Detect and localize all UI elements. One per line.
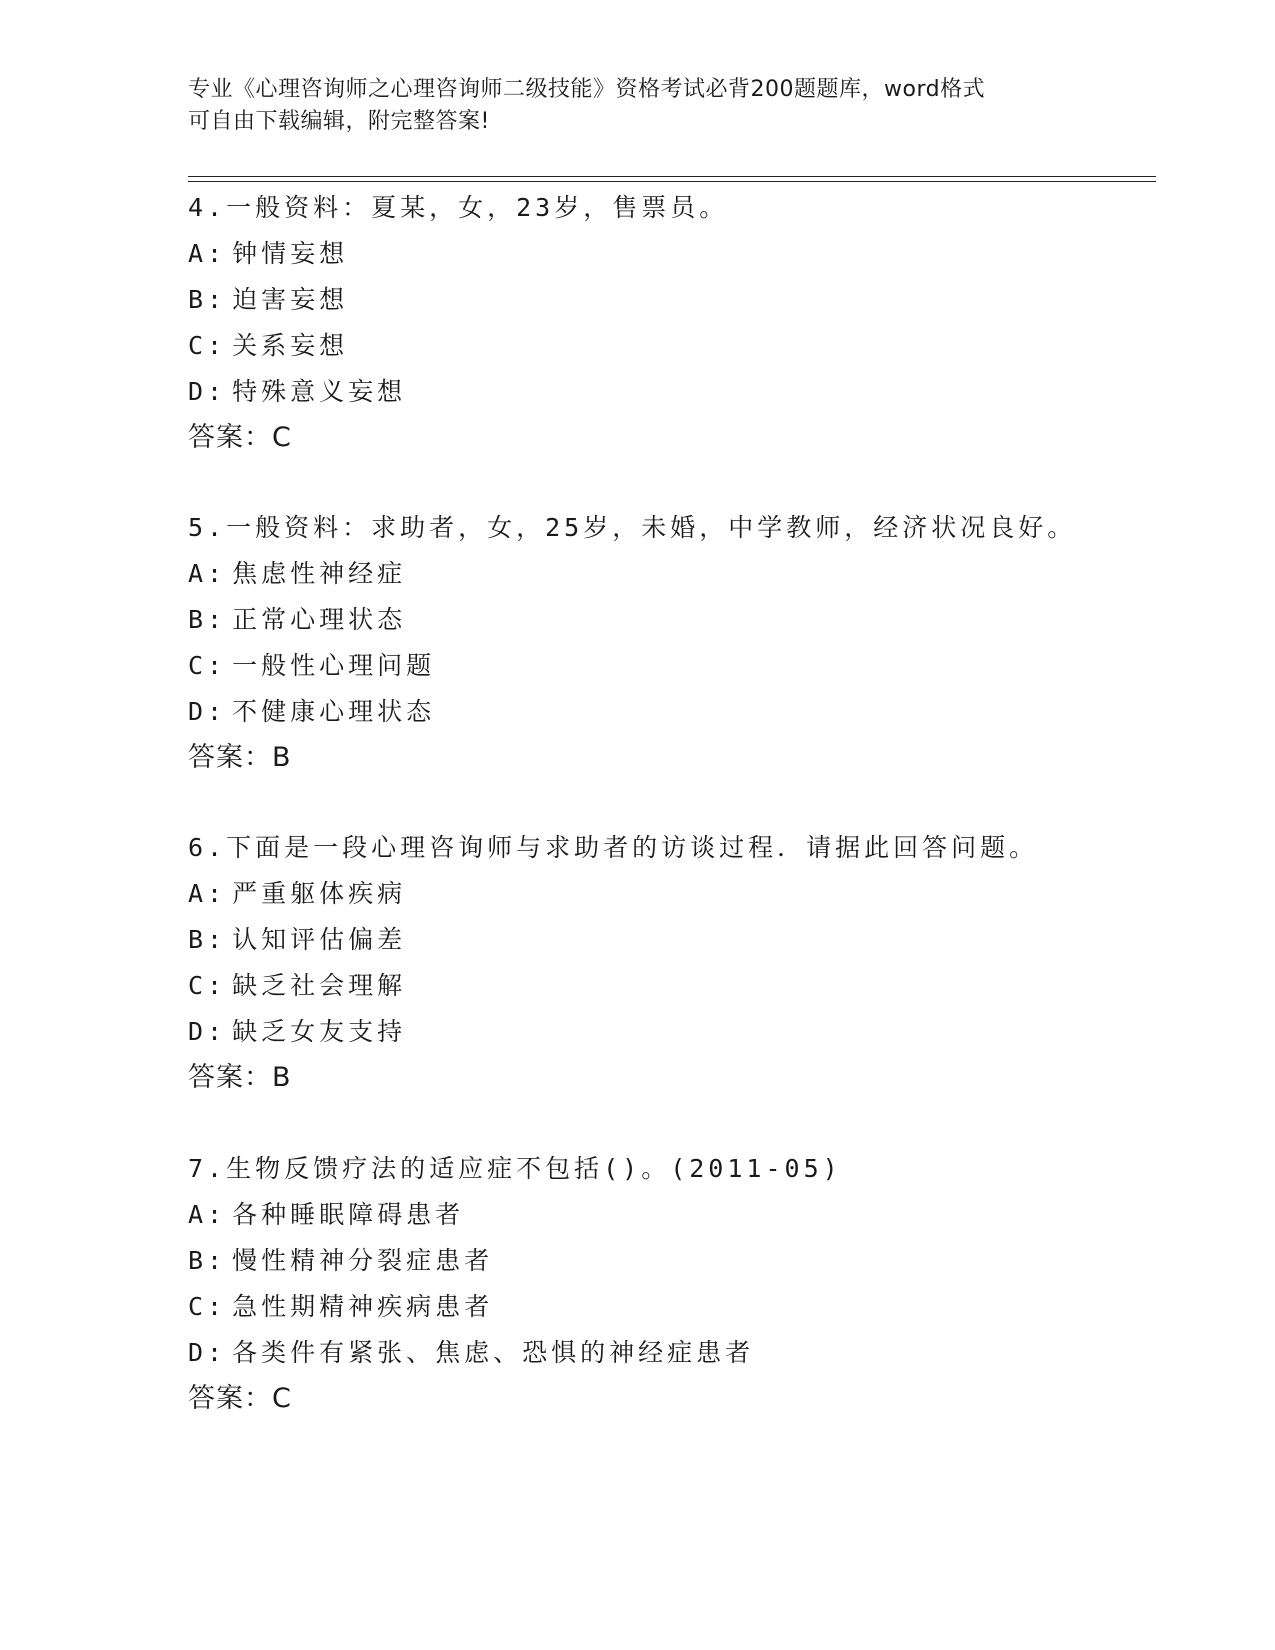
- question-item: [188, 1146, 1148, 1422]
- question-item: [188, 505, 1148, 781]
- question-stem: 5.一般资料：求助者，女，25岁，未婚，中学教师，经济状况良好。: [188, 513, 1077, 542]
- answer-line: 答案：C: [188, 1383, 292, 1414]
- option-key: A:: [188, 1200, 227, 1229]
- option-key: B:: [188, 1246, 227, 1275]
- answer-line: 答案：C: [188, 422, 292, 453]
- header-line-1: 专业《心理咨询师之心理咨询师二级技能》资格考试必背200题题库，word格式: [188, 77, 986, 102]
- option-text: 认知评估偏差: [232, 925, 407, 954]
- option-text: 关系妄想: [232, 331, 349, 360]
- answer-line: 答案：B: [188, 742, 292, 773]
- option-b: [188, 277, 1148, 323]
- option-text: 缺乏女友支持: [232, 1017, 407, 1046]
- option-text: 严重躯体疾病: [232, 879, 407, 908]
- option-key: C:: [188, 1292, 227, 1321]
- header-divider-bottom: [188, 181, 1156, 182]
- option-key: D:: [188, 1338, 227, 1367]
- option-text: 急性期精神疾病患者: [232, 1292, 494, 1321]
- option-b: [188, 597, 1148, 643]
- option-a: [188, 231, 1148, 277]
- option-text: 钟情妄想: [232, 239, 349, 268]
- option-c: [188, 1284, 1148, 1330]
- option-text: 特殊意义妄想: [232, 377, 407, 406]
- option-a: [188, 871, 1148, 917]
- option-a: [188, 551, 1148, 597]
- option-key: B:: [188, 605, 227, 634]
- option-c: [188, 963, 1148, 1009]
- question-stem: 6.下面是一段心理咨询师与求助者的访谈过程．请据此回答问题。: [188, 833, 1039, 862]
- option-key: A:: [188, 879, 227, 908]
- option-key: B:: [188, 285, 227, 314]
- option-d: [188, 369, 1148, 415]
- answer-line: 答案：B: [188, 1062, 292, 1093]
- question-stem: 4.一般资料：夏某，女，23岁，售票员。: [188, 193, 729, 222]
- question-item: [188, 185, 1148, 461]
- option-d: [188, 689, 1148, 735]
- option-text: 不健康心理状态: [232, 697, 436, 726]
- option-text: 慢性精神分裂症患者: [232, 1246, 494, 1275]
- option-text: 各种睡眠障碍患者: [232, 1200, 465, 1229]
- option-text: 正常心理状态: [232, 605, 407, 634]
- option-c: [188, 643, 1148, 689]
- option-text: 各类件有紧张、焦虑、恐惧的神经症患者: [232, 1338, 755, 1367]
- option-key: C:: [188, 331, 227, 360]
- option-text: 缺乏社会理解: [232, 971, 407, 1000]
- option-key: A:: [188, 239, 227, 268]
- document-header: [188, 74, 1088, 138]
- option-key: D:: [188, 1017, 227, 1046]
- option-text: 一般性心理问题: [232, 651, 436, 680]
- header-divider-top: [188, 176, 1156, 177]
- question-stem: 7.生物反馈疗法的适应症不包括()。(2011-05): [188, 1154, 842, 1183]
- option-key: B:: [188, 925, 227, 954]
- option-d: [188, 1330, 1148, 1376]
- option-d: [188, 1009, 1148, 1055]
- option-key: C:: [188, 971, 227, 1000]
- option-b: [188, 917, 1148, 963]
- question-item: [188, 825, 1148, 1101]
- option-key: D:: [188, 377, 227, 406]
- option-key: D:: [188, 697, 227, 726]
- option-c: [188, 323, 1148, 369]
- option-text: 迫害妄想: [232, 285, 349, 314]
- option-key: A:: [188, 559, 227, 588]
- option-b: [188, 1238, 1148, 1284]
- option-a: [188, 1192, 1148, 1238]
- header-line-2: 可自由下载编辑，附完整答案!: [188, 109, 490, 134]
- option-key: C:: [188, 651, 227, 680]
- option-text: 焦虑性神经症: [232, 559, 407, 588]
